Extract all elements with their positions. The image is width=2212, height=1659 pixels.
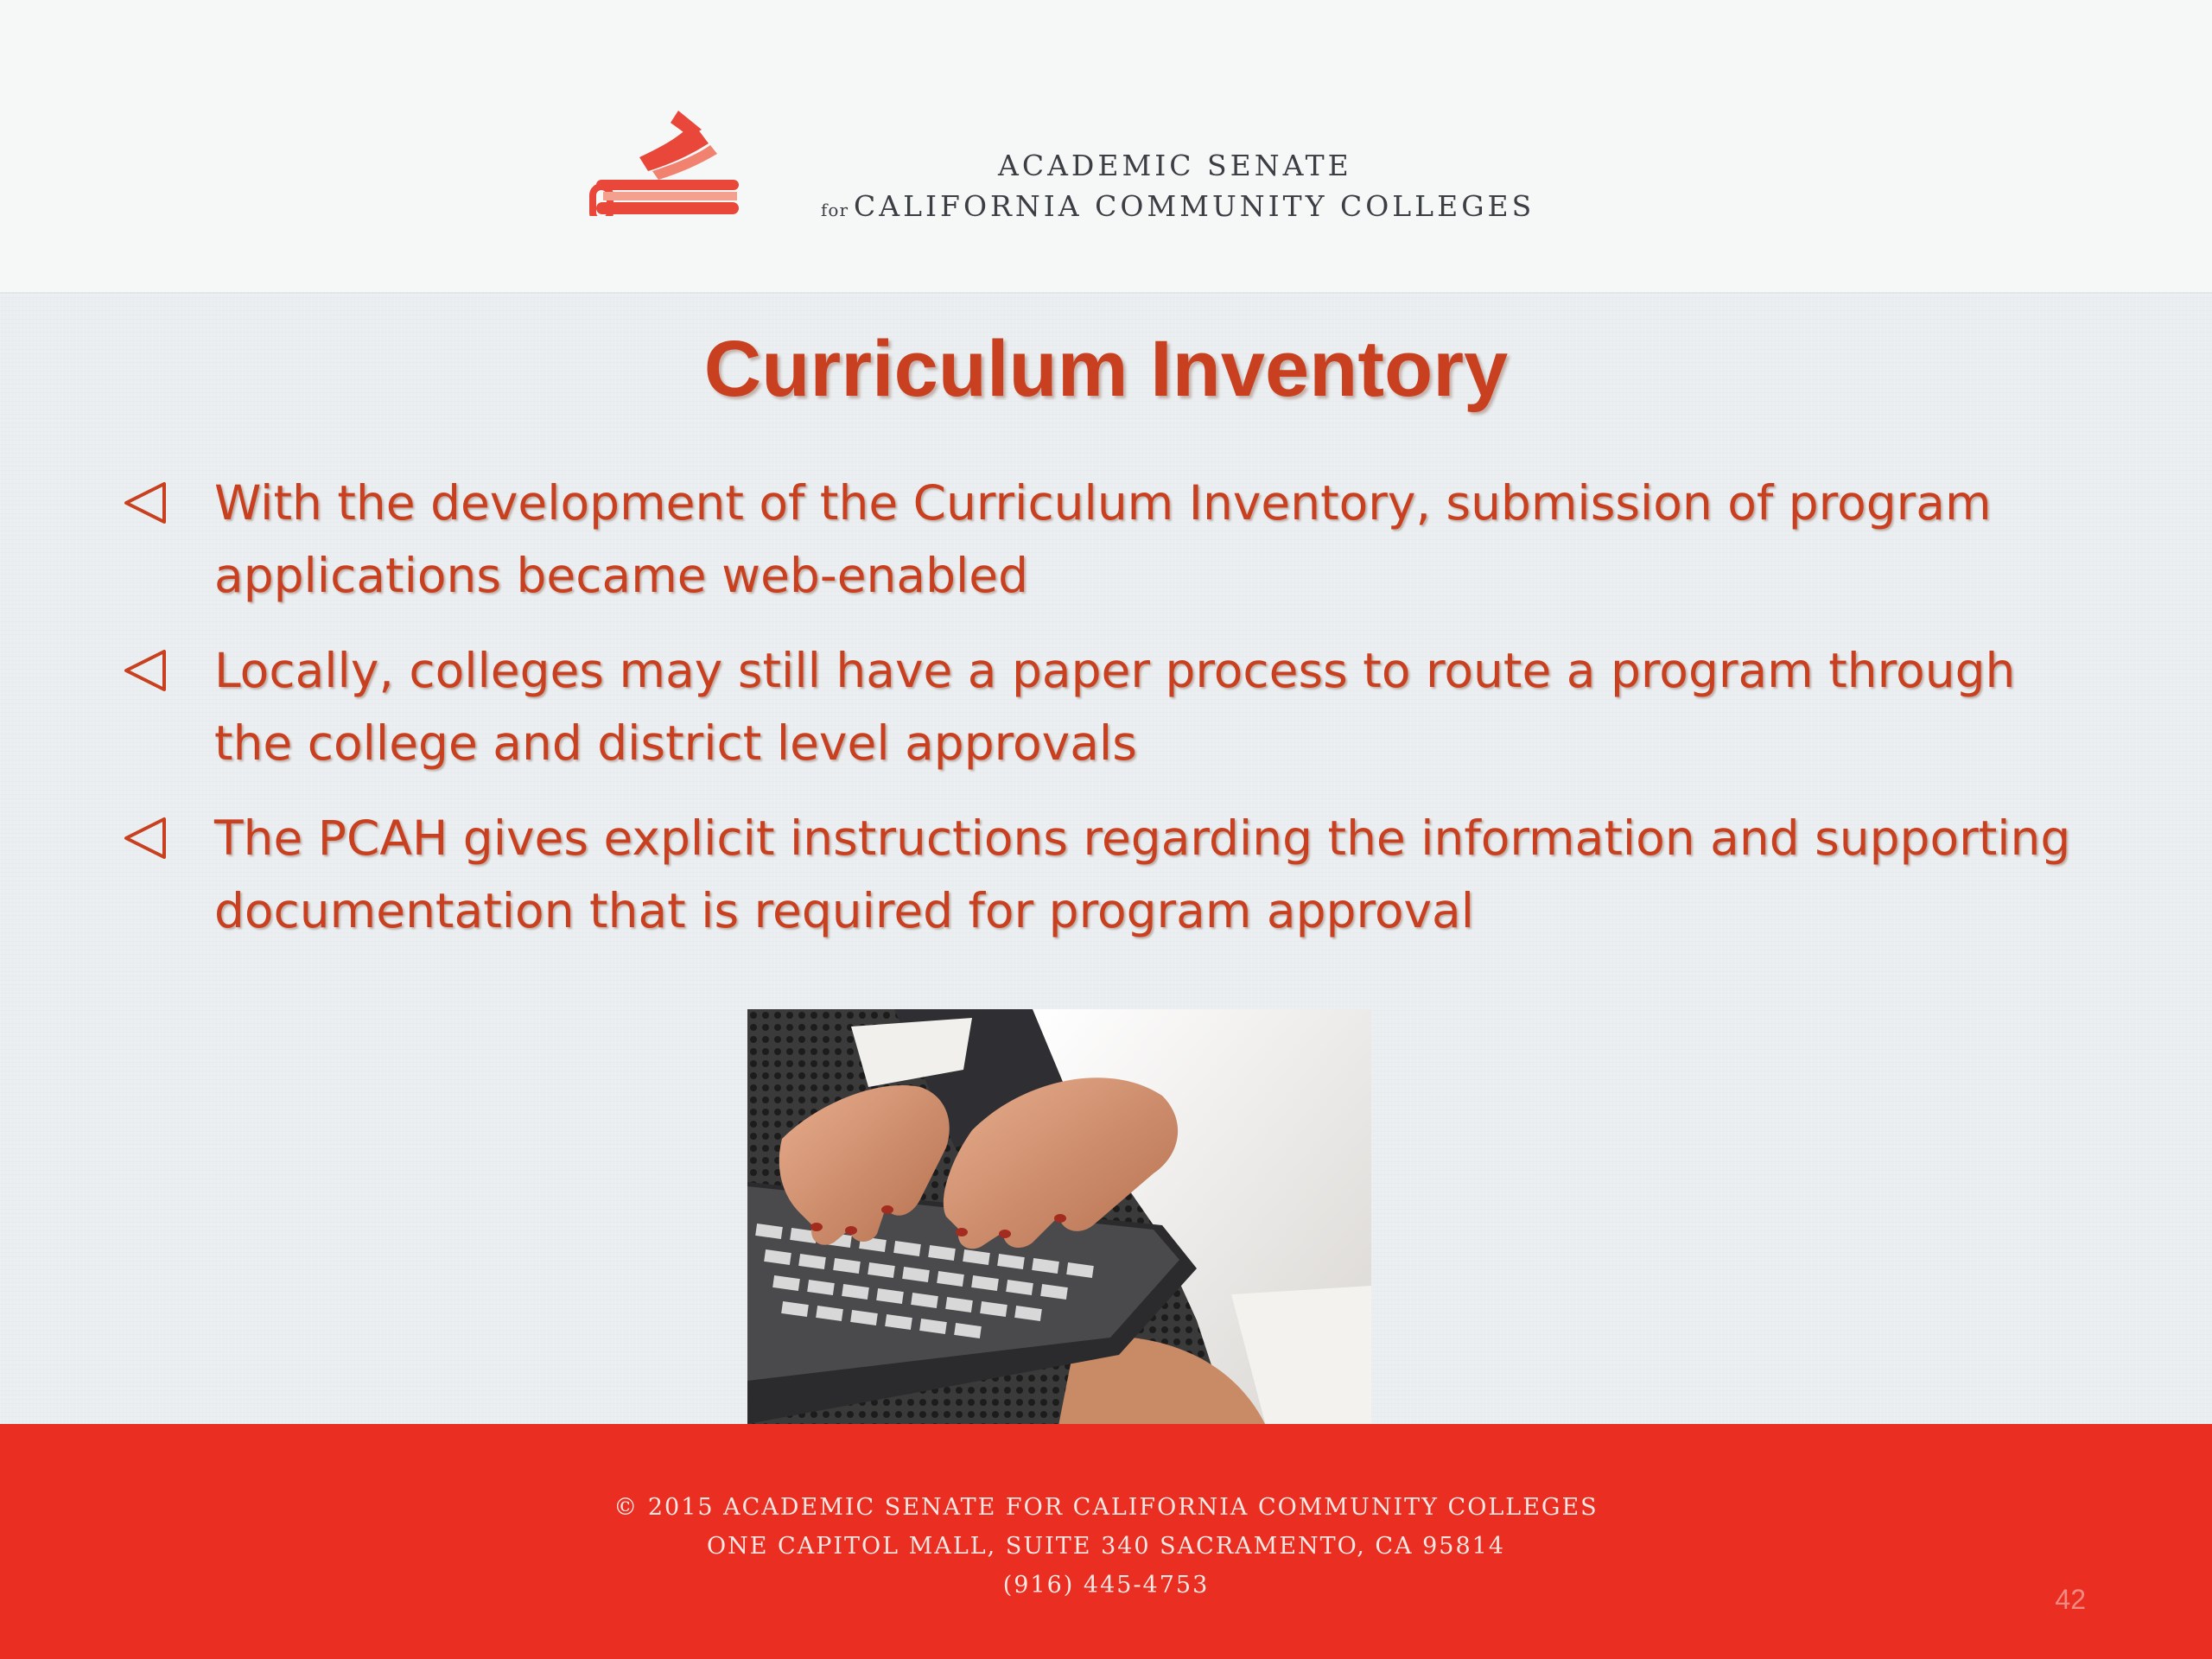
bullet-text: Locally, colleges may still have a paper process to route a program through the college and district level approvals <box>214 643 2016 771</box>
book-logo-icon <box>588 104 743 216</box>
org-name-line1: ACADEMIC SENATE <box>998 149 1352 182</box>
footer-address: ONE CAPITOL MALL, SUITE 340 SACRAMENTO, CA 95814 <box>706 1533 1506 1560</box>
bullet-text: With the development of the Curriculum Inventory, submission of program applications became web-enabled <box>214 475 1992 603</box>
hands-typing-on-keyboard-image <box>747 1009 1371 1426</box>
org-name <box>821 149 1535 223</box>
footer-contact <box>0 1488 2212 1605</box>
bullet-text: The PCAH gives explicit instructions regarding the information and supporting documentation that is required for program approval <box>214 810 2071 938</box>
typing-photo <box>747 1009 1371 1426</box>
org-name-line2-text: CALIFORNIA COMMUNITY COLLEGES <box>854 189 1535 223</box>
slide-footer <box>0 1424 2212 1659</box>
footer-copyright: © 2015 ACADEMIC SENATE FOR CALIFORNIA COMMUNITY COLLEGES <box>613 1494 1599 1521</box>
footer-phone: (916) 445-4753 <box>1002 1572 1210 1599</box>
slide-header <box>0 0 2212 294</box>
triangle-left-outline-icon <box>121 814 169 862</box>
triangle-left-outline-icon <box>121 479 169 527</box>
org-name-line2 <box>821 189 1535 223</box>
slide-title: Curriculum Inventory <box>703 325 1509 413</box>
bullet-item <box>121 634 2108 779</box>
triangle-left-outline-icon <box>121 646 169 695</box>
page-number: 42 <box>2055 1584 2086 1615</box>
bullet-item <box>121 802 2108 947</box>
org-name-for: for <box>821 200 849 220</box>
bullet-list <box>121 467 2108 969</box>
bullet-item <box>121 467 2108 612</box>
